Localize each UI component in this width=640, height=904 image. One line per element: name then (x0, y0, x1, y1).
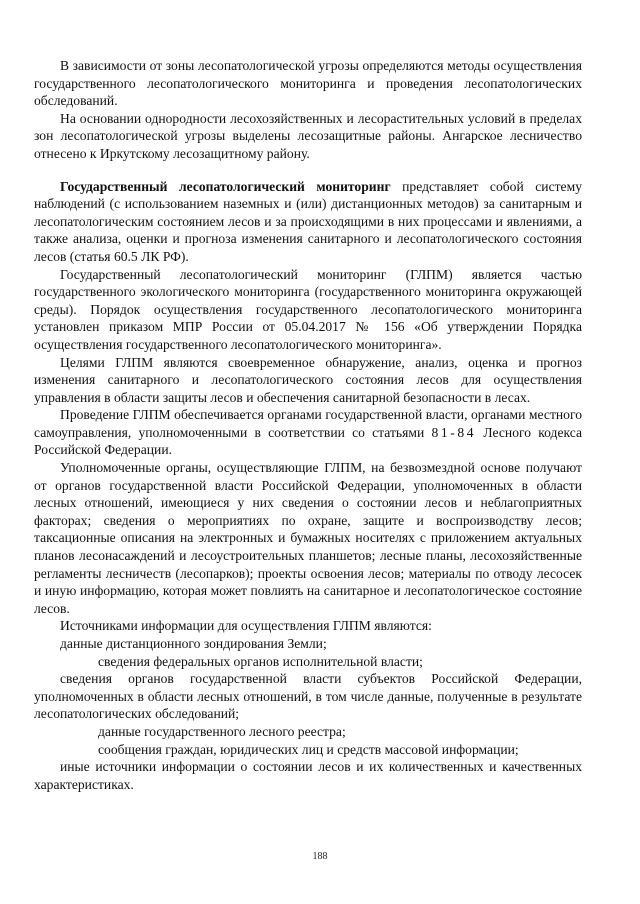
document-page (34, 57, 582, 793)
paragraph-monitoring-definition (34, 178, 582, 266)
paragraph-glpm-goals: Целями ГЛПМ являются своевременное обнаружение, анализ, оценка и прогноз изменения санитарного и лесопатологического состояния лесов для осуществления управления в области защиты лесов и обеспечения санитарной безопасности в лесах. (34, 354, 582, 405)
paragraph-glpm-order: Государственный лесопатологический мониторинг (ГЛПМ) является частью государственного экологического мониторинга (государственного мониторинга окружающей среды). Порядок осуществления государственного лесопатологического мониторинга установлен приказом МПР России от 05.04.2017 № 156 «Об утверждении Порядка осуществления государственного лесопатологического мониторинга». (34, 266, 582, 352)
list-item-federal-bodies: сведения федеральных органов исполнительной власти; (98, 653, 423, 669)
list-item-regional-bodies: сведения органов государственной власти субъектов Российской Федерации, уполномоченных в области лесных отношений, в том числе данные, полученные в результате лесопатологических обследований; (34, 671, 582, 722)
paragraph-threat-zones: В зависимости от зоны лесопатологической угрозы определяются методы осуществления государственного лесопатологического мониторинга и проведения лесопатологических обследований. (34, 58, 582, 109)
paragraph-forest-districts: На основании однородности лесохозяйственных и лесорастительных условий в пределах зон лесопатологической угрозы выделены лесозащитные районы. Ангарское лесничество отнесено к Иркутскому лесозащитному району. (34, 110, 582, 161)
list-item-remote-sensing: данные дистанционного зондирования Земли; (60, 636, 327, 651)
paragraph-glpm-authorities (34, 406, 582, 459)
paragraph-sources-intro: Источниками информации для осуществления ГЛПМ являются: (60, 618, 432, 634)
page-number: 188 (312, 851, 328, 862)
term-monitoring: Государственный лесопатологический мониторинг (60, 178, 391, 194)
authorities-text-after: Лесного кодекса Российской Федерации. (34, 424, 582, 458)
list-item-other-sources: иные источники информации о состоянии лесов и их количественных и качественных характеристиках. (34, 759, 582, 792)
articles-reference: 81-84 (431, 424, 477, 440)
definition-text: представляет собой систему наблюдений (с использованием наземных и (или) дистанционных методов) за санитарным и лесопатологическим состоянием лесов и за происходящими в них процессами и явлениями, а также анализа, оценки и прогноза изменения санитарного и лесопатологического состояния лесов (статья 60.5 ЛК РФ). (34, 178, 582, 264)
authorities-text-before: Проведение ГЛПМ обеспечивается органами государственной власти, органами местного самоуправления, уполномоченными в соответствии со статьями (34, 407, 582, 440)
list-item-citizen-reports: сообщения граждан, юридических лиц и средств массовой информации; (98, 741, 519, 757)
list-item-forest-registry: данные государственного лесного реестра; (98, 723, 346, 739)
paragraph-authorized-bodies: Уполномоченные органы, осуществляющие ГЛПМ, на безвозмездной основе получают от органов государственной власти Российской Федерации, уполномоченных в области лесных отношений, имеющиеся у них сведения о состоянии лесов и неблагоприятных факторах; сведения о мероприятиях по охране, защите и воспроизводству лесов; таксационные описания на электронных и бумажных носителях с приложением актуальных планов лесонасаждений и лесоустроительных планшетов; лесные планы, лесохозяйственные регламенты лесничеств (лесопарков); проекты освоения лесов; материалы по отводу лесосек и иную информацию, которая может повлиять на санитарное и лесопатологическое состояние лесов. (34, 460, 582, 616)
